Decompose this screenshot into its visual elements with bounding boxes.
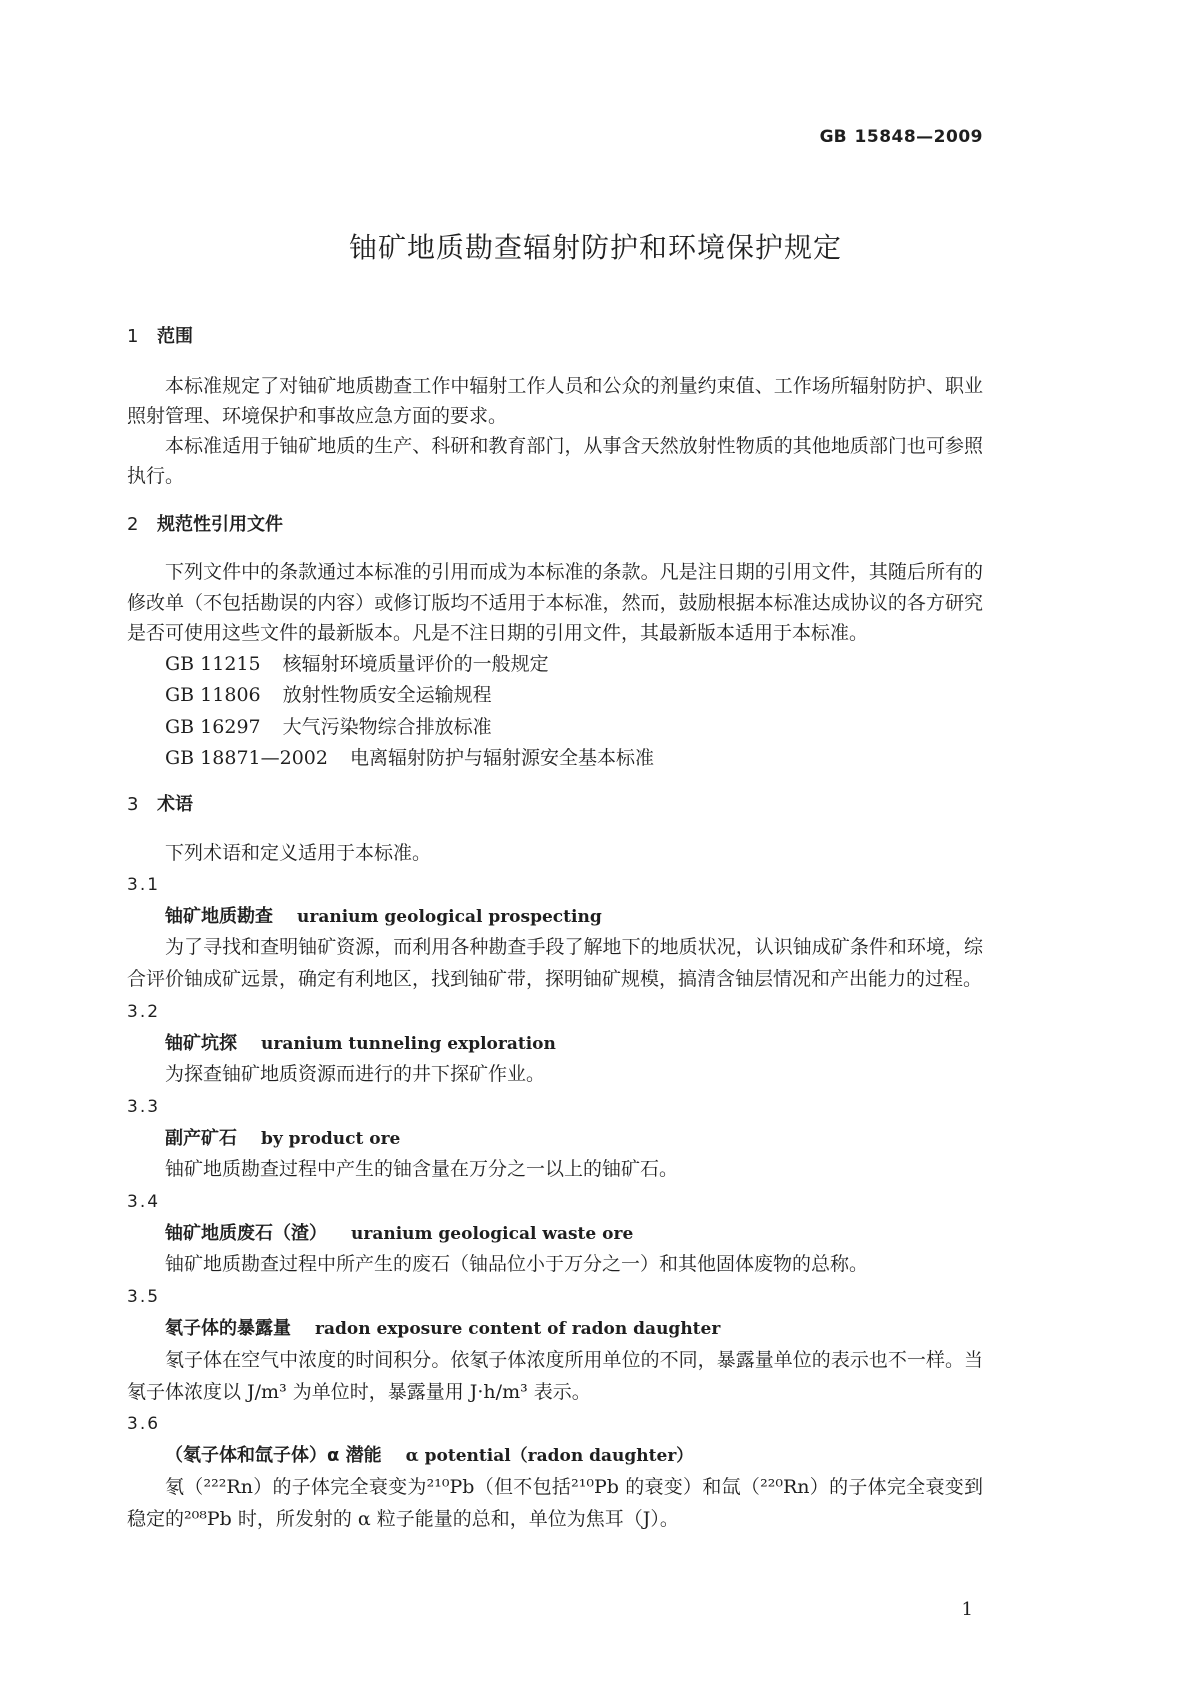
term-heading [165, 1123, 983, 1154]
standard-code-header [820, 124, 983, 150]
term-definition: 为探查铀矿地质资源而进行的井下探矿作业。 [165, 1063, 546, 1085]
term-heading [165, 1218, 983, 1249]
term-number: 3.5 [127, 1287, 161, 1307]
term-number: 3.2 [127, 1002, 161, 1022]
term-zh: （氡子体和氙子体）α 潜能 [165, 1445, 382, 1466]
page-number: 1 [961, 1599, 973, 1620]
term-definition: 为了寻找和查明铀矿资源，而利用各种勘查手段了解地下的地质状况，认识铀成矿条件和环境，综合评价铀成矿远景，确定有利地区，找到铀矿带，探明铀矿规模，搞清含铀层情况和产出能力的过程。 [127, 936, 983, 990]
term-definition: 氡（²²²Rn）的子体完全衰变为²¹⁰Pb（但不包括²¹⁰Pb 的衰变）和氙（²²⁰Rn）的子体完全衰变到稳定的²⁰⁸Pb 时，所发射的 α 粒子能量的总和，单位为焦耳（J）。 [127, 1476, 983, 1530]
term-number: 3.1 [127, 875, 161, 895]
section-number: 1 [127, 326, 139, 347]
scope-paragraph-1: 本标准规定了对铀矿地质勘查工作中辐射工作人员和公众的剂量约束值、工作场所辐射防护、职业照射管理、环境保护和事故应急方面的要求。 [127, 375, 983, 427]
term-definition: 铀矿地质勘查过程中所产生的废石（铀品位小于万分之一）和其他固体废物的总称。 [165, 1253, 869, 1275]
term-en: α potential（radon daughter） [405, 1446, 694, 1466]
section-title: 术语 [157, 794, 193, 815]
section-number: 2 [127, 514, 139, 535]
term-definition: 氡子体在空气中浓度的时间积分。依氡子体浓度所用单位的不同，暴露量单位的表示也不一样。当氡子体浓度以 J/m³ 为单位时，暴露量用 J·h/m³ 表示。 [127, 1349, 983, 1403]
term-zh: 铀矿地质勘查 [165, 906, 273, 927]
reference-item [165, 743, 983, 773]
term-heading [165, 1313, 983, 1344]
section-heading-1 [127, 322, 983, 352]
reference-item [165, 649, 983, 679]
term-zh: 副产矿石 [165, 1128, 237, 1149]
reference-title: 放射性物质安全运输规程 [282, 684, 492, 706]
reference-title: 大气污染物综合排放标准 [282, 716, 492, 738]
reference-code: GB 11806 [165, 684, 261, 706]
term-en: by product ore [261, 1129, 401, 1149]
reference-code: GB 16297 [165, 716, 261, 738]
reference-title: 核辐射环境质量评价的一般规定 [282, 653, 549, 675]
section-heading-3 [127, 790, 983, 820]
term-heading [165, 901, 983, 932]
section-title: 规范性引用文件 [157, 514, 283, 535]
references-intro-paragraph: 下列文件中的条款通过本标准的引用而成为本标准的条款。凡是注日期的引用文件，其随后所有的修改单（不包括勘误的内容）或修订版均不适用于本标准，然而，鼓励根据本标准达成协议的各方研究是否可使用这些文件的最新版本。凡是不注日期的引用文件，其最新版本适用于本标准。 [127, 561, 983, 644]
term-definition: 铀矿地质勘查过程中产生的铀含量在万分之一以上的铀矿石。 [165, 1158, 679, 1180]
document-title: 铀矿地质勘查辐射防护和环境保护规定 [348, 231, 842, 264]
reference-code: GB 18871—2002 [165, 747, 328, 769]
term-en: uranium geological prospecting [297, 907, 602, 927]
term-number: 3.4 [127, 1192, 161, 1212]
term-zh: 铀矿坑探 [165, 1033, 237, 1054]
reference-code: GB 11215 [165, 653, 261, 675]
section-title: 范围 [157, 326, 193, 347]
term-zh: 氡子体的暴露量 [165, 1318, 291, 1339]
standard-number: 15848—2009 [854, 127, 983, 147]
reference-item [165, 680, 983, 710]
terms-intro-paragraph: 下列术语和定义适用于本标准。 [165, 842, 432, 864]
term-heading [165, 1440, 983, 1471]
reference-title: 电离辐射防护与辐射源安全基本标准 [349, 747, 654, 769]
term-heading [165, 1028, 983, 1059]
term-number: 3.3 [127, 1097, 161, 1117]
term-en: uranium tunneling exploration [261, 1034, 556, 1054]
term-number: 3.6 [127, 1414, 161, 1434]
term-en: uranium geological waste ore [351, 1224, 634, 1244]
reference-item [165, 712, 983, 742]
standard-prefix: GB [819, 127, 847, 147]
term-en: radon exposure content of radon daughter [315, 1319, 721, 1339]
term-zh: 铀矿地质废石（渣） [165, 1223, 327, 1244]
section-heading-2 [127, 510, 983, 540]
scope-paragraph-2: 本标准适用于铀矿地质的生产、科研和教育部门，从事含天然放射性物质的其他地质部门也可参照执行。 [127, 435, 983, 487]
section-number: 3 [127, 794, 139, 815]
